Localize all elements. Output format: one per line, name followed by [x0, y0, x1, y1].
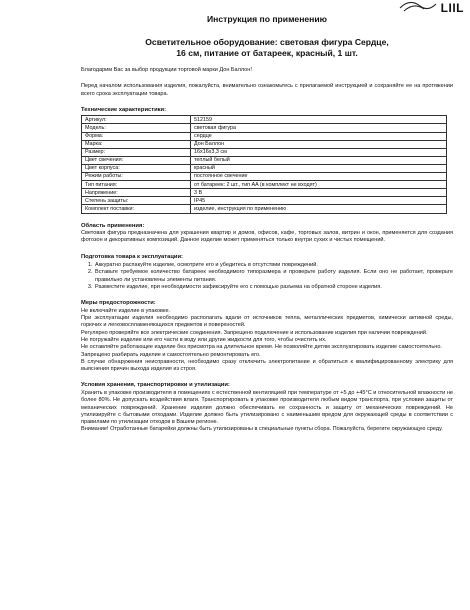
list-item: 1. Аккуратно распакуйте изделие, осмотрите его и убедитесь в отсутствии повреждений. — [94, 262, 453, 269]
table-row — [82, 124, 447, 132]
logo-text: LIIL — [440, 1, 464, 15]
storage-note: Внимание! Отработанные батарейки должны быть утилизированы в специальные пункты сбора. Пожалуйста, берегите окружающую среду. — [81, 426, 443, 433]
table-row — [82, 181, 447, 189]
spec-value: теплый белый — [191, 156, 447, 164]
list-item: 3. Разместите изделие, при необходимости зафиксируйте его с помощью разъема на обратной стороне изделия. — [94, 284, 453, 291]
spec-key: Форма: — [82, 132, 191, 140]
spec-key: Цвет корпуса: — [82, 164, 191, 172]
spec-key: Цвет свечения: — [82, 156, 191, 164]
spec-key: Напряжение: — [82, 189, 191, 197]
spec-value: постоянное свечение — [191, 173, 447, 181]
spec-value: сердце — [191, 132, 447, 140]
storage-section — [81, 382, 453, 433]
spec-value: 3 В — [191, 189, 447, 197]
spec-key: Размер: — [82, 148, 191, 156]
application-text: Световая фигура предназначена для украшения квартир и домов, офисов, кафе, торговых залов, витрин и окон, применяется для создания фотозон и декоративных композиций. Данное изделие может применяться только внутри сухих и чистых помещений. — [81, 230, 453, 244]
table-row — [82, 156, 447, 164]
application-title: Область применения: — [81, 222, 145, 229]
precaution-paragraph: Не погружайте изделие или его части в воду или другие жидкости для того, чтобы очистить их. — [81, 336, 327, 343]
spec-key: Артикул: — [82, 116, 191, 124]
precautions-section — [81, 300, 453, 373]
spec-value: изделие, инструкция по применению — [191, 205, 447, 213]
thanks-text: Благодарим Вас за выбор продукции торговой марки Дон Баллон! — [81, 67, 252, 73]
storage-text: Хранить в упаковке производителя в помещениях с естественной вентиляцией при температуре от +5 до +45°С и относительной влажности не более 80%. Не допускать воздействия влаги. Транспортировать в упаковке производителя любым видом транспорта, при условии защиты от механических повреждений. Хранение изделия должно обеспечивать ее сохранность и защиту от механических повреждений. Не утилизируйте с бытовыми отходами. Изделие должно быть утилизировано с наименьшим вредом для окружающей среды в соответствии с правилами по утилизации отходов в Вашем регионе. — [81, 389, 453, 426]
spec-value: красный — [191, 164, 447, 172]
spec-key: Тип питания: — [82, 181, 191, 189]
spec-value: от батареек: 2 шт., тип AA (в комплект не входят) — [191, 181, 447, 189]
spec-value: Дон Баллон — [191, 140, 447, 148]
instruction-document — [81, 14, 453, 434]
storage-title: Условия хранения, транспортировки и утилизации: — [81, 382, 230, 389]
spec-value: 512159 — [191, 116, 447, 124]
table-row — [82, 148, 447, 156]
specs-table — [81, 115, 447, 213]
precaution-paragraph: Регулярно проверяйте все электрические соединения. Запрещено подключение и использование изделия при наличии повреждений. — [81, 329, 428, 336]
precautions-title: Меры предосторожности: — [81, 300, 156, 307]
spec-key: Марка: — [82, 140, 191, 148]
table-row — [82, 116, 447, 124]
spec-key: Режим работы: — [82, 173, 191, 181]
precaution-paragraph: При эксплуатации изделия необходимо располагать вдали от источников тепла, металлических предметов, химически активной среды, горючих и легковоспламеняющихся предметов и поверхностей. — [81, 315, 453, 329]
precaution-paragraph: Запрещено разбирать изделие и самостоятельно ремонтировать его. — [81, 351, 261, 358]
spec-key: Модель: — [82, 124, 191, 132]
product-title-line-2: 16 см, питание от батареек, красный, 1 шт. — [176, 48, 358, 58]
preparation-section — [81, 254, 453, 292]
spec-key: Комплект поставки: — [82, 205, 191, 213]
spec-value: IP45 — [191, 197, 447, 205]
spec-key: Степень защиты: — [82, 197, 191, 205]
document-title: Инструкция по применению — [206, 14, 327, 24]
product-title-line-1: Осветительное оборудование: световая фигура Сердце, — [145, 37, 389, 47]
product-title — [81, 37, 453, 59]
spec-value: световая фигура — [191, 124, 447, 132]
precaution-paragraph: В случае обнаружения неисправности, необходимо сразу отключить электропитание и обратиться к квалифицированному электрику для выяснения причин выхода изделия из строя. — [81, 358, 453, 373]
application-section — [81, 223, 453, 245]
table-row — [82, 197, 447, 205]
spec-value: 16x16x3,3 см — [191, 148, 447, 156]
intro-text: Перед началом использования изделия, пожалуйста, внимательно ознакомьтесь с прилагаемой инструкцией и сохраняйте ее на протяжении всего срока эксплуатации товара. — [81, 83, 453, 97]
table-row — [82, 132, 447, 140]
precaution-paragraph: Не включайте изделие в упаковке. — [81, 307, 171, 314]
table-row — [82, 205, 447, 213]
list-item: 2. Вставьте требуемое количество батареек необходимого типоразмера и проверьте работу изделия. Если оно не работает, проверьте правильно ли установлены элементы питания. — [94, 269, 453, 284]
preparation-title: Подготовка товара к эксплуатации: — [81, 253, 183, 260]
table-row — [82, 140, 447, 148]
table-row — [82, 164, 447, 172]
specs-title: Технические характеристики: — [81, 106, 167, 113]
table-row — [82, 189, 447, 197]
preparation-list — [81, 262, 453, 291]
table-row — [82, 173, 447, 181]
precaution-paragraph: Не оставляйте работающее изделие без присмотра на длительное время. Не позволяйте детям эксплуатировать изделие самостоятельно. — [81, 344, 442, 351]
